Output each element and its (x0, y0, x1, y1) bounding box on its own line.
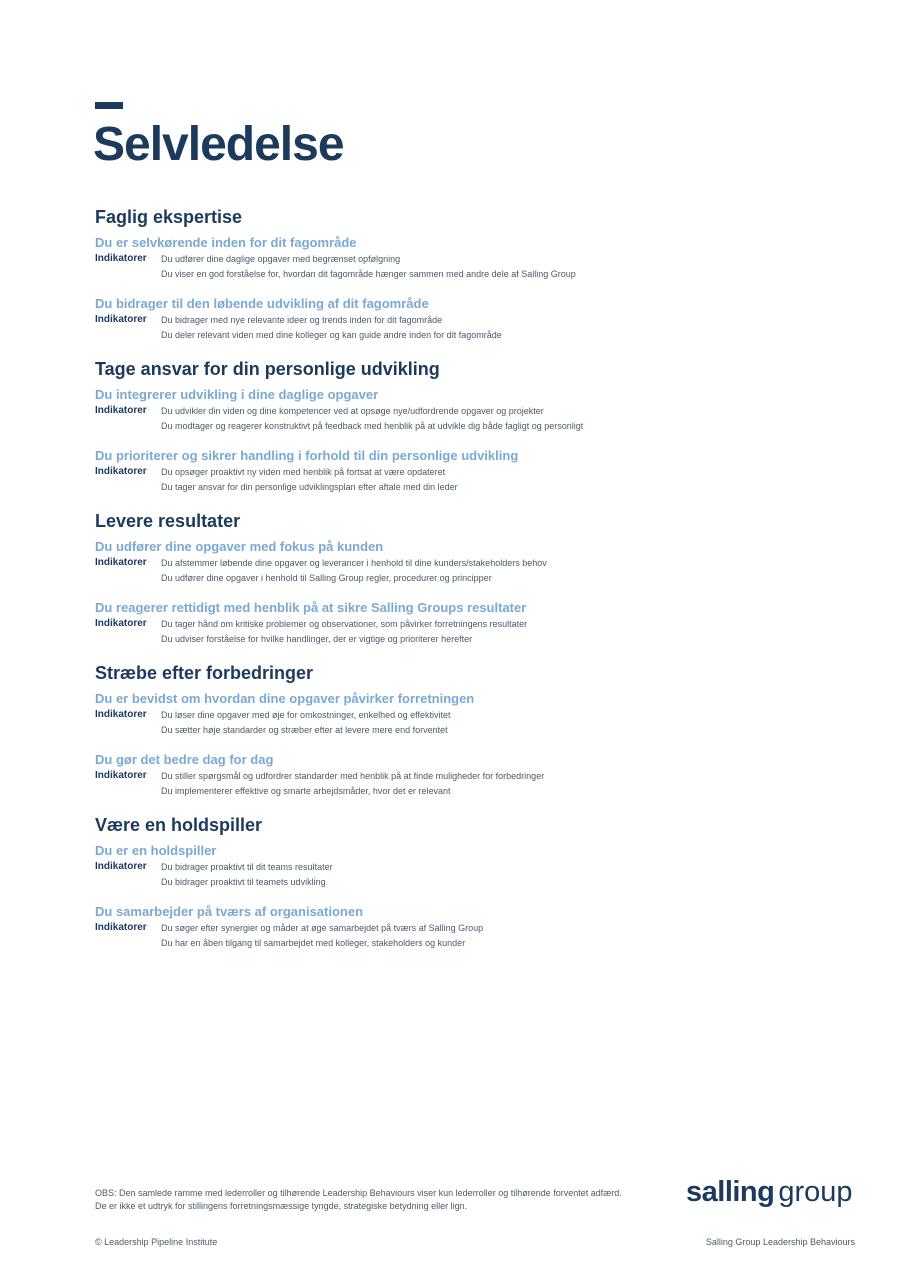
indicator-label: Indikatorer (95, 466, 147, 477)
indicator-item: Du bidrager med nye relevante ideer og trends inden for dit fagområde (161, 315, 443, 325)
behaviour-title: Du udfører dine opgaver med fokus på kunden (95, 539, 384, 554)
indicator-item: Du bidrager proaktivt til dit teams resultater (161, 862, 333, 872)
section (95, 662, 835, 798)
behaviour (95, 386, 835, 433)
section (95, 358, 835, 494)
indicator-row (95, 921, 835, 950)
section (95, 206, 835, 342)
indicator-item: Du stiller spørgsmål og udfordrer standarder med henblik på at finde muligheder for forbedringer (161, 771, 545, 781)
indicator-item: Du udviser forståelse for hvilke handlinger, der er vigtige og prioriterer herefter (161, 633, 473, 644)
behaviour-title: Du er selvkørende inden for dit fagområde (95, 235, 357, 250)
indicator-item: Du har en åben tilgang til samarbejdet med kolleger, stakeholders og kunder (161, 937, 466, 948)
indicator-item: Du tager ansvar for din personlige udviklingsplan efter aftale med din leder (161, 481, 458, 492)
indicator-list (161, 556, 547, 585)
indicator-label: Indikatorer (95, 405, 147, 416)
footer-note-line: De er ikke et udtryk for stillingens forretningsmæssige tyngde, strategiske betydning eller lign. (95, 1201, 468, 1211)
behaviour-title: Du er bevidst om hvordan dine opgaver påvirker forretningen (95, 691, 475, 706)
indicator-item: Du afstemmer løbende dine opgaver og leverancer i henhold til dine kunders/stakeholders behov (161, 558, 547, 568)
indicator-item: Du løser dine opgaver med øje for omkostninger, enkelhed og effektivitet (161, 710, 451, 720)
indicator-item: Du udvikler din viden og dine kompetencer ved at opsøge nye/udfordrende opgaver og projekter (161, 406, 544, 416)
indicator-row (95, 252, 835, 281)
indicator-label: Indikatorer (95, 618, 147, 629)
behaviour (95, 295, 835, 342)
indicator-row (95, 617, 835, 646)
indicator-list (161, 465, 458, 494)
page-title: Selvledelse (93, 118, 344, 171)
copyright: © Leadership Pipeline Institute (95, 1237, 218, 1247)
indicator-item: Du sætter høje standarder og stræber efter at levere mere end forventet (161, 724, 448, 735)
footer-note-line: OBS: Den samlede ramme med lederroller og tilhørende Leadership Behaviours viser kun lederroller og tilhørende forventet adfærd. (95, 1188, 622, 1198)
behaviour-title: Du prioriterer og sikrer handling i forhold til din personlige udvikling (95, 448, 519, 463)
behaviour-title: Du integrerer udvikling i dine daglige opgaver (95, 387, 379, 402)
title-accent-bar (95, 102, 123, 109)
behaviour-title: Du bidrager til den løbende udvikling af dit fagområde (95, 296, 429, 311)
indicator-label: Indikatorer (95, 557, 147, 568)
behaviour (95, 234, 835, 281)
indicator-list (161, 708, 451, 737)
logo-group-text: group (778, 1176, 853, 1208)
indicator-item: Du søger efter synergier og måder at øge samarbejdet på tværs af Salling Group (161, 923, 484, 933)
indicator-label: Indikatorer (95, 770, 147, 781)
section (95, 510, 835, 646)
indicator-list (161, 313, 502, 342)
indicator-list (161, 252, 576, 281)
indicator-item: Du opsøger proaktivt ny viden med henblik på fortsat at være opdateret (161, 467, 446, 477)
indicator-item: Du bidrager proaktivt til teamets udvikling (161, 876, 326, 887)
salling-group-logo (686, 1176, 853, 1216)
behaviour (95, 903, 835, 950)
indicator-item: Du udfører dine daglige opgaver med begrænset opfølgning (161, 254, 401, 264)
section-heading: Faglig ekspertise (95, 207, 243, 227)
indicator-row (95, 860, 835, 889)
indicator-label: Indikatorer (95, 314, 147, 325)
behaviour (95, 842, 835, 889)
logo-salling-text: salling (686, 1176, 775, 1208)
indicator-item: Du viser en god forståelse for, hvordan dit fagområde hænger sammen med andre dele af Salling Group (161, 268, 576, 279)
behaviour-title: Du er en holdspiller (95, 843, 217, 858)
content (95, 206, 835, 966)
indicator-label: Indikatorer (95, 922, 147, 933)
indicator-row (95, 556, 835, 585)
indicator-list (161, 769, 544, 798)
indicator-label: Indikatorer (95, 861, 147, 872)
behaviour (95, 751, 835, 798)
section-heading: Tage ansvar for din personlige udvikling (95, 359, 440, 379)
indicator-row (95, 313, 835, 342)
behaviour-title: Du reagerer rettidigt med henblik på at sikre Salling Groups resultater (95, 600, 527, 615)
behaviour (95, 538, 835, 585)
behaviour-title: Du gør det bedre dag for dag (95, 752, 274, 767)
indicator-list (161, 860, 333, 889)
section-heading: Levere resultater (95, 511, 241, 531)
section-heading: Være en holdspiller (95, 815, 263, 835)
footer-tagline: Salling Group Leadership Behaviours (705, 1237, 855, 1247)
indicator-row (95, 404, 835, 433)
footer-note (95, 1187, 622, 1213)
indicator-item: Du tager hånd om kritiske problemer og observationer, som påvirker forretningens resultater (161, 619, 528, 629)
indicator-label: Indikatorer (95, 253, 147, 264)
indicator-row (95, 769, 835, 798)
section (95, 814, 835, 950)
section-heading: Stræbe efter forbedringer (95, 663, 314, 683)
indicator-item: Du modtager og reagerer konstruktivt på feedback med henblik på at udvikle dig både fagligt og personligt (161, 420, 584, 431)
indicator-list (161, 617, 527, 646)
behaviour (95, 690, 835, 737)
indicator-item: Du deler relevant viden med dine kolleger og kan guide andre inden for dit fagområde (161, 329, 502, 340)
indicator-list (161, 921, 483, 950)
behaviour (95, 599, 835, 646)
behaviour-title: Du samarbejder på tværs af organisationen (95, 904, 364, 919)
behaviour (95, 447, 835, 494)
indicator-label: Indikatorer (95, 709, 147, 720)
indicator-row (95, 708, 835, 737)
indicator-item: Du implementerer effektive og smarte arbejdsmåder, hvor det er relevant (161, 785, 451, 796)
indicator-list (161, 404, 583, 433)
indicator-row (95, 465, 835, 494)
indicator-item: Du udfører dine opgaver i henhold til Salling Group regler, procedurer og principper (161, 572, 492, 583)
